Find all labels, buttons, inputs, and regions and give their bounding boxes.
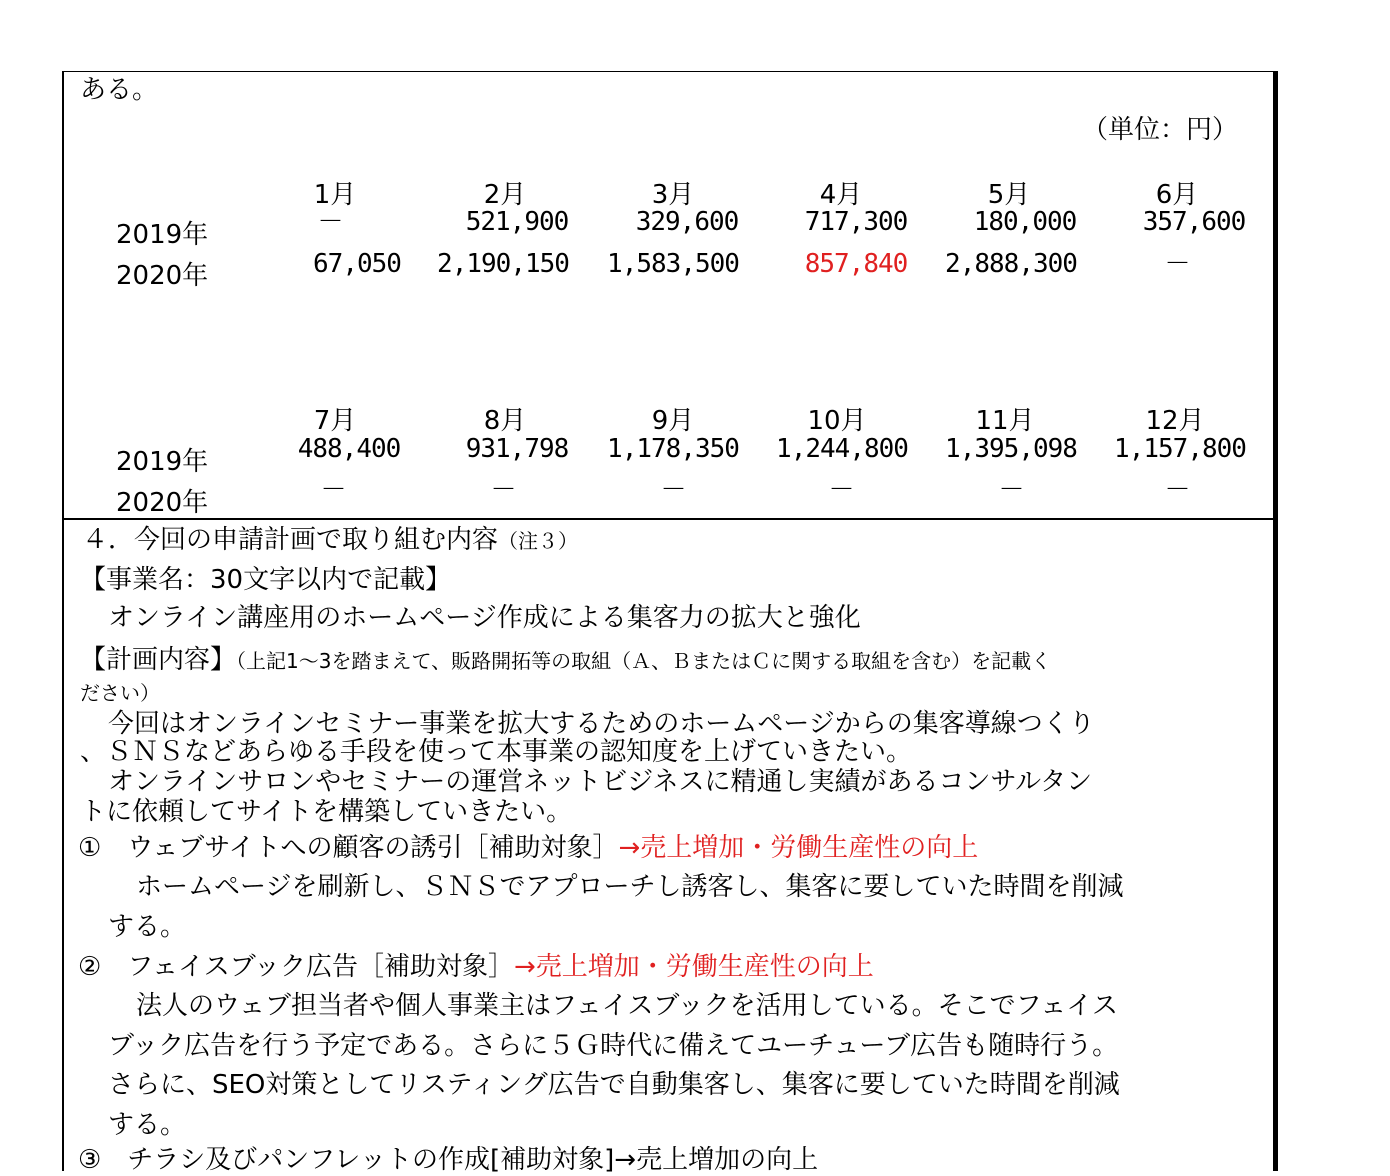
cut-off-text: ③ チラシ及びパンフレットの作成[補助対象]→売上増加の向上 <box>78 1145 819 1175</box>
month-header: 4月 <box>819 180 863 210</box>
unit-note: （単位：円） <box>1082 115 1239 145</box>
item-title: フェイスブック広告［補助対象］ <box>127 952 514 982</box>
table-cell: － <box>998 475 1024 505</box>
month-header: 10月 <box>807 406 867 436</box>
table-border-top <box>62 71 1278 72</box>
table-cell: 180,000 <box>973 207 1077 237</box>
table-cell: 67,050 <box>313 249 401 279</box>
table-cell: 717,300 <box>804 207 908 237</box>
section-heading-note: （注３） <box>498 529 579 553</box>
item-body-line: ブック広告を行う予定である。さらに５Ｇ時代に備えてユーチューブ広告も随時行う。 <box>108 1031 1119 1061</box>
intro-line: 、ＳＮＳなどあらゆる手段を使って本事業の認知度を上げていきたい。 <box>80 737 913 767</box>
year-label: 2019年 <box>116 447 209 477</box>
cut-off-line <box>78 1145 819 1175</box>
table-cell: 1,395,098 <box>945 434 1077 464</box>
month-header: 7月 <box>313 406 357 436</box>
project-name-label: 【事業名：30文字以内で記載】 <box>80 565 452 595</box>
plan-item-heading <box>78 953 874 983</box>
table-cell: 521,900 <box>465 207 569 237</box>
item-effect: →売上増加・労働生産性の向上 <box>513 952 874 982</box>
item-body-line: する。 <box>108 912 187 942</box>
plan-label: 【計画内容】 <box>80 645 237 675</box>
table-cell: － <box>1164 249 1190 279</box>
item-marker: ② <box>78 952 102 982</box>
table-cell: 488,400 <box>297 434 401 464</box>
project-name: オンライン講座用のホームページ作成による集客力の拡大と強化 <box>108 603 861 633</box>
month-header: 11月 <box>975 406 1035 436</box>
table-cell: 2,888,300 <box>945 249 1077 279</box>
intro-line: 今回はオンラインセミナー事業を拡大するためのホームページからの集客導線つくり <box>108 709 1095 739</box>
table-cell-highlighted: 857,840 <box>804 249 908 279</box>
table-cell: 357,600 <box>1142 207 1246 237</box>
month-header: 6月 <box>1155 180 1199 210</box>
table-cell: 2,190,150 <box>437 249 569 279</box>
table-cell: 1,178,350 <box>607 434 739 464</box>
year-label: 2019年 <box>116 220 209 250</box>
section-heading <box>82 526 578 556</box>
table-cell: 931,798 <box>465 434 569 464</box>
table-cell: － <box>660 475 686 505</box>
month-header: 3月 <box>651 180 695 210</box>
month-header: 5月 <box>987 180 1031 210</box>
month-header: 1月 <box>313 180 357 210</box>
intro-line: オンラインサロンやセミナーの運営ネットビジネスに精通し実績があるコンサルタン <box>108 767 1093 797</box>
year-label: 2020年 <box>116 261 209 291</box>
month-header: 2月 <box>483 180 527 210</box>
plan-note: （上記1～3を踏まえて、販路開拓等の取組（Ａ、ＢまたはＣに関する取組を含む）を記載く <box>236 649 1052 673</box>
table-cell: － <box>828 475 854 505</box>
item-title: ウェブサイトへの顧客の誘引［補助対象］ <box>127 833 619 863</box>
month-header: 8月 <box>483 406 527 436</box>
table-cell: － <box>1164 475 1190 505</box>
item-body-line: 法人のウェブ担当者や個人事業主はフェイスブックを活用している。そこでフェイス <box>136 991 1119 1021</box>
item-body-line: ホームページを刷新し、ＳＮＳでアプローチし誘客し、集客に要していた時間を削減 <box>136 872 1124 902</box>
table-cell: 1,244,800 <box>776 434 908 464</box>
table-cell: 1,157,800 <box>1114 434 1246 464</box>
table-cell: 329,600 <box>635 207 739 237</box>
intro-line: トに依頼してサイトを構築していきたい。 <box>80 797 573 827</box>
section-heading-text: ４．今回の申請計画で取り組む内容 <box>82 525 499 555</box>
year-label: 2020年 <box>116 488 209 518</box>
plan-item-heading <box>78 834 978 864</box>
table-cell: 1,583,500 <box>607 249 739 279</box>
top-fragment-text: ある。 <box>80 75 159 105</box>
plan-note-continued: ださい） <box>80 681 160 705</box>
table-cell: － <box>317 207 343 237</box>
item-body-line: する。 <box>108 1110 187 1140</box>
table-border-left <box>62 71 64 1171</box>
table-cell: － <box>320 475 346 505</box>
item-marker: ① <box>78 833 102 863</box>
item-effect: →売上増加・労働生産性の向上 <box>618 833 979 863</box>
item-body-line: さらに、SEO対策としてリスティング広告で自動集客し、集客に要していた時間を削減 <box>108 1070 1120 1100</box>
section-divider <box>62 518 1278 520</box>
plan-label-line <box>80 646 1051 676</box>
table-cell: － <box>490 475 516 505</box>
month-header: 9月 <box>651 406 695 436</box>
month-header: 12月 <box>1145 406 1205 436</box>
